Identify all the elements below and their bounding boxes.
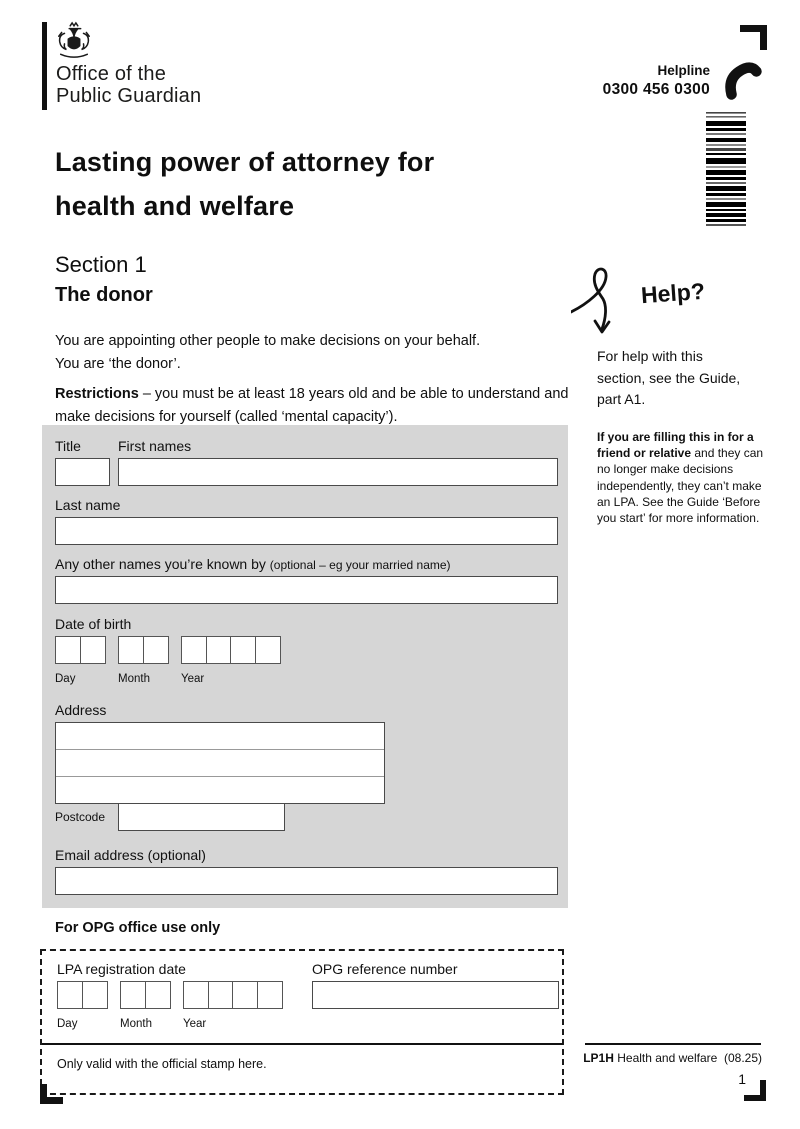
org-name-line2: Public Guardian xyxy=(56,85,202,107)
logo-vertical-bar xyxy=(42,22,47,110)
reg-year-cell-3[interactable] xyxy=(232,981,258,1009)
help-text: For help with this section, see the Guide, part A1. xyxy=(597,348,741,407)
dob-year-cell-1[interactable] xyxy=(181,636,207,664)
reg-month-cell-1[interactable] xyxy=(120,981,146,1009)
dob-month-label: Month xyxy=(118,673,150,685)
last-name-label: Last name xyxy=(55,497,121,513)
other-names-label-text: Any other names you’re known by xyxy=(55,556,266,572)
restrictions-bold: Restrictions xyxy=(55,386,139,402)
top-right-corner-mark xyxy=(740,25,767,50)
org-name xyxy=(56,63,201,107)
address-line1-input[interactable] xyxy=(56,723,384,749)
dob-year-cell-4[interactable] xyxy=(255,636,281,664)
section-number: Section 1 xyxy=(55,252,147,277)
dob-year-label: Year xyxy=(181,673,205,685)
dob-year-boxes xyxy=(181,636,281,664)
dob-day-cell-1[interactable] xyxy=(55,636,81,664)
footer-rule xyxy=(585,1043,761,1045)
address-line3-input[interactable] xyxy=(56,776,384,803)
intro-text xyxy=(55,330,580,375)
postcode-label: Postcode xyxy=(55,810,106,824)
barcode xyxy=(706,112,746,235)
reg-day-cell-1[interactable] xyxy=(57,981,83,1009)
stamp-validity-text: Only valid with the official stamp here. xyxy=(57,1057,267,1071)
dob-day-boxes xyxy=(55,636,106,664)
opg-office-box xyxy=(40,949,564,1095)
org-name-line1: Office of the xyxy=(56,63,167,85)
helpline-label: Helpline xyxy=(657,63,710,78)
helpline-number: 0300 456 0300 xyxy=(602,81,710,98)
reg-year-boxes xyxy=(183,981,283,1009)
help-note xyxy=(597,429,765,526)
intro-line1: You are appointing other people to make decisions on your behalf. xyxy=(55,333,481,349)
address-label: Address xyxy=(55,702,107,718)
first-names-input[interactable] xyxy=(118,458,558,486)
footer-form-name: Health and welfare xyxy=(617,1051,718,1065)
dob-month-boxes xyxy=(118,636,169,664)
reg-month-cell-2[interactable] xyxy=(145,981,171,1009)
title-label: Title xyxy=(55,438,81,454)
helpline-block xyxy=(480,62,710,101)
bottom-left-corner-mark xyxy=(40,1084,63,1104)
form-title-line1: Lasting power of attorney for xyxy=(55,147,435,177)
last-name-input[interactable] xyxy=(55,517,558,545)
dob-month-cell-1[interactable] xyxy=(118,636,144,664)
other-names-label xyxy=(55,556,451,572)
reg-year-cell-2[interactable] xyxy=(208,981,234,1009)
lpa-registration-date-label: LPA registration date xyxy=(57,961,186,977)
bottom-right-corner-mark xyxy=(744,1080,766,1101)
dob-day-label: Day xyxy=(55,673,76,685)
intro-line2: You are ‘the donor’. xyxy=(55,355,181,372)
reg-day-cell-2[interactable] xyxy=(82,981,108,1009)
other-names-hint: (optional – eg your married name) xyxy=(269,558,451,572)
footer-form-code: LP1H xyxy=(583,1051,614,1065)
help-note-rest: and they can no longer make decisions independently, they can’t make an LPA. See the Guide ‘Before you start’ for more information. xyxy=(597,446,764,526)
dob-year-cell-3[interactable] xyxy=(230,636,256,664)
email-label: Email address (optional) xyxy=(55,847,206,863)
reg-month-boxes xyxy=(120,981,171,1009)
restrictions-text xyxy=(55,383,580,428)
dob-month-cell-2[interactable] xyxy=(143,636,169,664)
section-name: The donor xyxy=(55,284,153,306)
footer-form-id xyxy=(500,1051,762,1065)
reg-year-cell-4[interactable] xyxy=(257,981,283,1009)
reg-day-boxes xyxy=(57,981,108,1009)
postcode-input[interactable] xyxy=(118,803,285,831)
page-number: 1 xyxy=(738,1071,746,1087)
dob-year-cell-2[interactable] xyxy=(206,636,232,664)
opg-office-heading: For OPG office use only xyxy=(55,920,221,936)
dob-day-cell-2[interactable] xyxy=(80,636,106,664)
dob-label: Date of birth xyxy=(55,616,132,632)
reg-month-label: Month xyxy=(120,1018,152,1030)
footer-version: (08.25) xyxy=(723,1051,762,1065)
help-note-bold: If you are filling this in for a friend or relative xyxy=(597,430,754,461)
help-arrow-icon xyxy=(571,260,635,353)
other-names-input[interactable] xyxy=(55,576,558,604)
email-input[interactable] xyxy=(55,867,558,895)
first-names-label: First names xyxy=(118,438,192,454)
address-box xyxy=(55,722,385,804)
form-title-line2: health and welfare xyxy=(55,191,295,221)
donor-details-panel xyxy=(42,425,568,908)
title-input[interactable] xyxy=(55,458,110,486)
form-title xyxy=(55,140,434,228)
help-heading: Help? xyxy=(640,277,706,309)
opg-reference-label: OPG reference number xyxy=(312,961,458,977)
reg-year-label: Year xyxy=(183,1018,207,1030)
royal-crest-icon xyxy=(55,20,93,67)
restrictions-rest: – you must be at least 18 years old and be able to understand and make decisions for yourself (called ‘mental capacity’). xyxy=(55,386,569,425)
phone-icon xyxy=(720,58,766,111)
opg-reference-input[interactable] xyxy=(312,981,559,1009)
address-line2-input[interactable] xyxy=(56,749,384,776)
reg-year-cell-1[interactable] xyxy=(183,981,209,1009)
opg-box-divider xyxy=(42,1043,563,1045)
reg-day-label: Day xyxy=(57,1018,78,1030)
